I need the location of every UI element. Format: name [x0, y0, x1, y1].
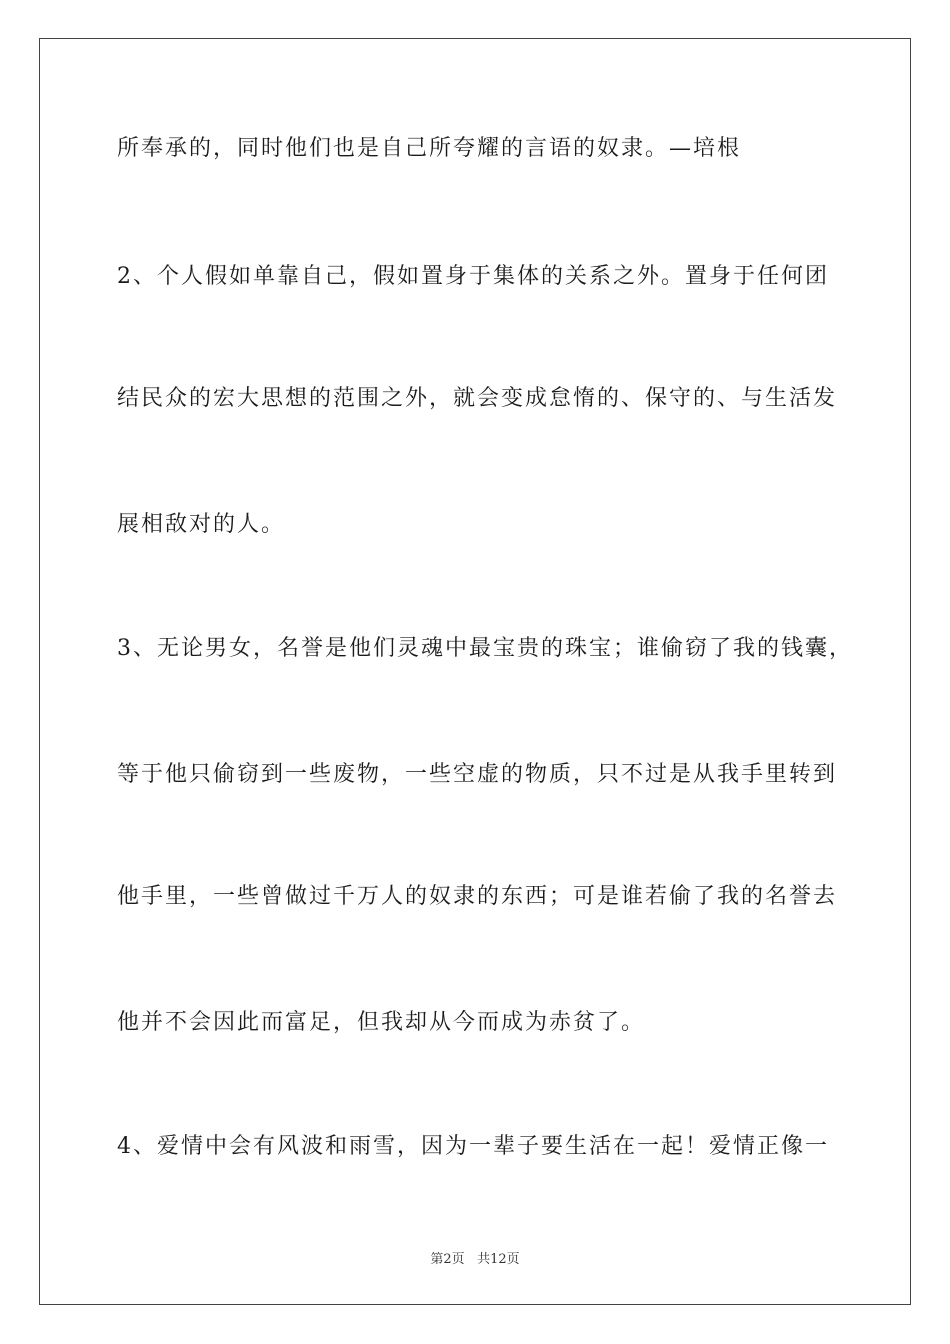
text-line: 结民众的宏大思想的范围之外，就会变成怠惰的、保守的、与生活发	[117, 386, 838, 411]
text-line: 3、无论男女，名誉是他们灵魂中最宝贵的珠宝；谁偷窃了我的钱囊，	[117, 636, 853, 661]
text-line: 他手里，一些曾做过千万人的奴隶的东西；可是谁若偷了我的名誉去	[117, 884, 838, 909]
page-footer	[0, 1248, 950, 1267]
text-line: 4、爱情中会有风波和雨雪，因为一辈子要生活在一起！爱情正像一	[117, 1134, 829, 1159]
page-number: 第2页	[430, 1252, 465, 1267]
text-line: 等于他只偷窃到一些废物，一些空虚的物质，只不过是从我手里转到	[117, 762, 838, 787]
page-total: 共12页	[477, 1252, 520, 1267]
text-line: 所奉承的，同时他们也是自己所夸耀的言语的奴隶。—培根	[117, 136, 742, 161]
text-line: 2、个人假如单靠自己，假如置身于集体的关系之外。置身于任何团	[117, 264, 829, 289]
page-frame	[39, 38, 911, 1305]
text-line: 展相敌对的人。	[117, 512, 286, 537]
text-line: 他并不会因此而富足，但我却从今而成为赤贫了。	[117, 1010, 646, 1035]
